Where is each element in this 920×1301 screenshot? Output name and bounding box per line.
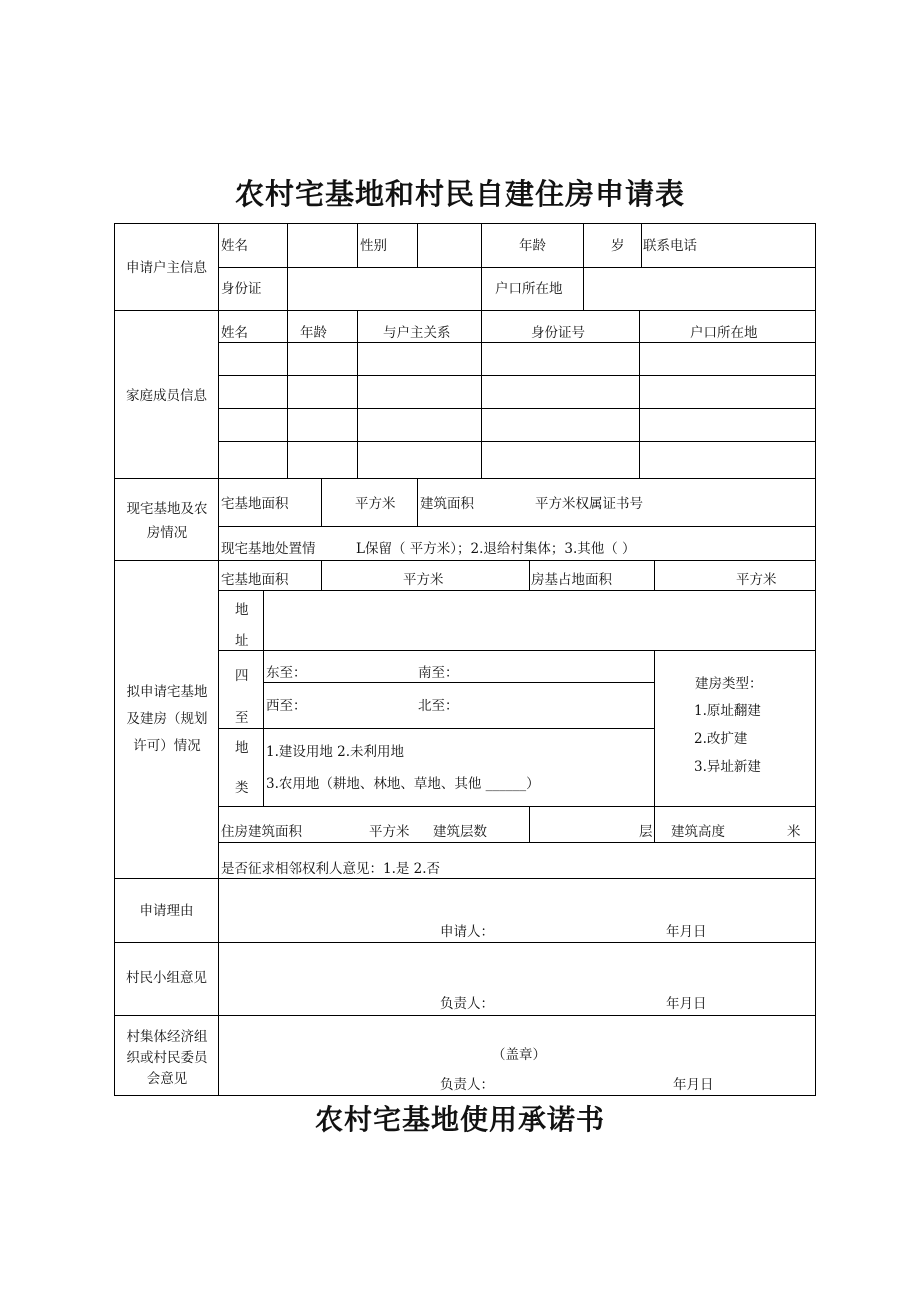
build-type-2: 2.改扩建 bbox=[694, 731, 748, 747]
bounds-east: 东至： bbox=[266, 665, 307, 681]
divider bbox=[287, 224, 288, 310]
house-area-unit: 平方米 bbox=[369, 824, 410, 840]
landtype-option-2: 3.农用地（耕地、林地、草地、其他 ______） bbox=[266, 776, 540, 792]
applicant-gender-field[interactable] bbox=[420, 237, 478, 255]
bounds-label-char1: 四 bbox=[235, 668, 249, 684]
divider bbox=[321, 560, 322, 590]
planned-land-area-unit: 平方米 bbox=[403, 572, 444, 588]
applicant-gender-label: 性别 bbox=[360, 238, 387, 254]
divider bbox=[529, 560, 530, 590]
divider bbox=[218, 342, 816, 343]
divider bbox=[218, 267, 816, 268]
floors-unit: 层 bbox=[639, 824, 653, 840]
divider bbox=[218, 224, 219, 1096]
divider bbox=[263, 590, 264, 806]
bounds-north: 北至： bbox=[418, 698, 459, 714]
divider bbox=[115, 942, 816, 943]
neighbor-consent: 是否征求相邻权利人意见：1.是 2.否 bbox=[221, 861, 441, 877]
applicant-hukou-label: 户口所在地 bbox=[495, 281, 563, 297]
divider bbox=[218, 408, 816, 409]
divider bbox=[218, 806, 816, 807]
applicant-age-label: 年龄 bbox=[519, 238, 546, 254]
family-header-hukou: 户口所在地 bbox=[690, 325, 758, 341]
build-type-3: 3.异址新建 bbox=[694, 759, 761, 775]
divider bbox=[218, 650, 816, 651]
divider bbox=[263, 682, 654, 683]
address-label-char2: 址 bbox=[235, 633, 249, 649]
divider bbox=[481, 310, 482, 478]
planned-address-field[interactable] bbox=[266, 594, 812, 646]
divider bbox=[218, 526, 816, 527]
family-section-label: 家庭成员信息 bbox=[126, 388, 207, 404]
build-type-label: 建房类型： bbox=[695, 676, 763, 692]
divider bbox=[321, 478, 322, 526]
applicant-id-label: 身份证 bbox=[221, 281, 262, 297]
group-date: 年月日 bbox=[666, 996, 707, 1012]
divider bbox=[654, 806, 655, 842]
reason-signer: 申请人： bbox=[440, 924, 494, 940]
family-header-id: 身份证号 bbox=[531, 325, 585, 341]
applicant-name-label: 姓名 bbox=[221, 238, 248, 254]
family-header-relation: 与户主关系 bbox=[383, 325, 451, 341]
divider bbox=[654, 560, 655, 590]
current-cert-label: 平方米权属证书号 bbox=[535, 496, 643, 512]
bounds-south: 南至： bbox=[418, 665, 459, 681]
collective-seal: （盖章） bbox=[492, 1047, 546, 1063]
divider bbox=[115, 560, 816, 561]
current-land-area-label: 宅基地面积 bbox=[221, 496, 289, 512]
divider bbox=[218, 728, 654, 729]
applicant-phone-label: 联系电话 bbox=[643, 238, 697, 254]
collective-date: 年月日 bbox=[673, 1077, 714, 1093]
divider bbox=[583, 224, 584, 310]
reason-date: 年月日 bbox=[666, 924, 707, 940]
divider bbox=[654, 650, 655, 806]
divider bbox=[218, 590, 816, 591]
applicant-id-field[interactable] bbox=[290, 280, 478, 298]
group-signer: 负责人： bbox=[440, 996, 494, 1012]
planned-land-area-label: 宅基地面积 bbox=[221, 572, 289, 588]
collective-signer: 负责人： bbox=[440, 1077, 494, 1093]
bounds-west: 西至： bbox=[266, 698, 307, 714]
pledge-title: 农村宅基地使用承诺书 bbox=[314, 1103, 605, 1136]
bounds-label-char2: 至 bbox=[235, 710, 249, 726]
reason-field[interactable] bbox=[221, 882, 811, 920]
planned-footprint-label: 房基占地面积 bbox=[531, 572, 612, 588]
address-label-char1: 地 bbox=[235, 602, 249, 618]
landtype-label-char2: 类 bbox=[235, 780, 249, 796]
height-unit: 米 bbox=[787, 824, 801, 840]
reason-section-label: 申请理由 bbox=[139, 903, 194, 919]
divider bbox=[417, 224, 418, 267]
applicant-name-field[interactable] bbox=[290, 237, 356, 255]
group-section-label: 村民小组意见 bbox=[126, 970, 207, 986]
divider bbox=[115, 1015, 816, 1016]
divider bbox=[417, 478, 418, 526]
group-opinion-field[interactable] bbox=[221, 946, 811, 990]
page-title: 农村宅基地和村民自建住房申请表 bbox=[234, 177, 685, 211]
landtype-option-1: 1.建设用地 2.未利用地 bbox=[266, 744, 405, 760]
divider bbox=[529, 806, 530, 842]
family-header-age: 年龄 bbox=[300, 325, 327, 341]
applicant-section-label: 申请户主信息 bbox=[126, 260, 207, 276]
divider bbox=[357, 224, 358, 267]
height-label: 建筑高度 bbox=[671, 824, 725, 840]
divider bbox=[218, 842, 816, 843]
build-type-1: 1.原址翻建 bbox=[694, 703, 761, 719]
planned-section-label: 拟申请宅基地及建房（规划许可）情况 bbox=[126, 684, 208, 754]
planned-footprint-unit: 平方米 bbox=[736, 572, 777, 588]
application-form bbox=[114, 223, 816, 1096]
current-disposal-label: 现宅基地处置情 bbox=[221, 541, 316, 557]
divider bbox=[641, 224, 642, 267]
divider bbox=[115, 310, 816, 311]
floors-label: 建筑层数 bbox=[433, 824, 487, 840]
applicant-hukou-field[interactable] bbox=[586, 280, 812, 298]
divider bbox=[287, 310, 288, 478]
divider bbox=[218, 441, 816, 442]
divider bbox=[115, 478, 816, 479]
divider bbox=[639, 310, 640, 478]
family-header-name: 姓名 bbox=[221, 325, 248, 341]
divider bbox=[115, 878, 816, 879]
current-build-area-label: 建筑面积 bbox=[420, 496, 474, 512]
collective-section-label: 村集体经济组织或村民委员会意见 bbox=[126, 1029, 208, 1087]
current-land-area-unit: 平方米 bbox=[355, 496, 396, 512]
divider bbox=[357, 310, 358, 478]
house-area-label: 住房建筑面积 bbox=[221, 824, 302, 840]
current-section-label: 现宅基地及农房情况 bbox=[126, 501, 208, 541]
divider bbox=[481, 224, 482, 310]
current-disposal-options: L保留（ 平方米）；2.退给村集体；3.其他（ ） bbox=[356, 541, 636, 557]
landtype-label-char1: 地 bbox=[235, 740, 249, 756]
divider bbox=[218, 375, 816, 376]
applicant-age-unit: 岁 bbox=[611, 238, 625, 254]
